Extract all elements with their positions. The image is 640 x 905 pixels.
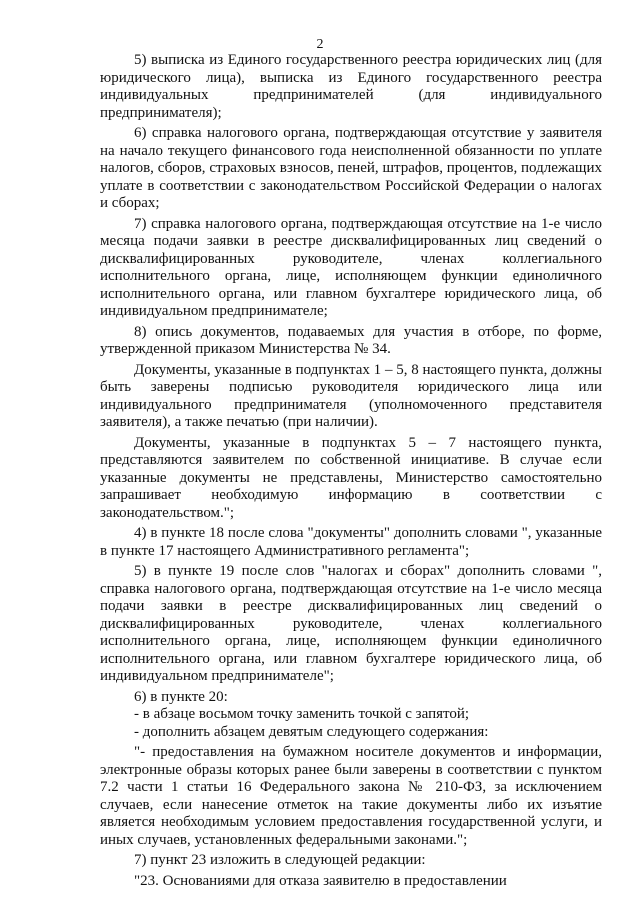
paragraph-quoted-addition: "- предоставления на бумажном носителе документов и информации, электронные образы которых ранее были заверены в соответствии с пунктом 7.2 части 1 статьи 16 Федерального закона № 210-ФЗ, за исключением случаев, если нанесение отметок на такие документы либо их изъятие является необходимым условием предоставления государственной услуги, и иных случаев, установленных федеральными законами."; — [100, 744, 602, 848]
paragraph-amendment-4: 4) в пункте 18 после слова "документы" дополнить словами ", указанные в пункте 17 настоящего Административного регламента"; — [100, 525, 602, 559]
paragraph-item-5: 5) выписка из Единого государственного реестра юридических лиц (для юридического лица), выписка из Единого государственного реестра индивидуальных предпринимателей (для индивидуального предпринимателя); — [100, 52, 602, 121]
paragraph-amendment-6: 6) в пункте 20: — [134, 688, 228, 705]
paragraph-amendment-7: 7) пункт 23 изложить в следующей редакции: — [134, 852, 426, 868]
paragraph-documents-certification: Документы, указанные в подпунктах 1 – 5, 8 настоящего пункта, должны быть заверены подписью руководителя юридического лица или индивидуального предпринимателя (уполномоченного представителя заявителя), а также печатью (при наличии). — [100, 361, 602, 430]
paragraph-amendment-5: 5) в пункте 19 после слов "налогах и сборах" дополнить словами ", справка налогового органа, подтверждающая отсутствие на 1-е число месяца подачи заявки в реестре дисквалифицированных лиц сведений о дисквалифицированных руководителе, членах коллегиального исполнительного органа, лице, исполняющем функции единоличного исполнительного органа, или главном бухгалтере юридического лица, об индивидуальном предпринимателе"; — [100, 563, 602, 684]
document-body — [100, 52, 602, 890]
paragraph-documents-initiative: Документы, указанные в подпунктах 5 – 7 настоящего пункта, представляются заявителем по собственной инициативе. В случае если указанные документы не представлены, Министерство самостоятельно запрашивает необходимую информацию в соответствии с законодательством."; — [100, 434, 602, 521]
page-number: 2 — [316, 37, 324, 52]
paragraph-item-23-start: "23. Основаниями для отказа заявителю в предоставлении — [134, 872, 507, 889]
paragraph-amendment-6-item-2: - дополнить абзацем девятым следующего содержания: — [134, 723, 489, 740]
paragraph-amendment-6-item-1: - в абзаце восьмом точку заменить точкой с запятой; — [134, 706, 470, 722]
paragraph-item-7: 7) справка налогового органа, подтверждающая отсутствие на 1-е число месяца подачи заявки в реестре дисквалифицированных лиц сведений о дисквалифицированных руководителе, членах коллегиального исполнительного органа, лице, исполняющем функции единоличного исполнительного органа, или главном бухгалтере юридического лица, об индивидуальном предпринимателе; — [100, 215, 602, 319]
paragraph-item-6: 6) справка налогового органа, подтверждающая отсутствие у заявителя на начало текущего финансового года неисполненной обязанности по уплате налогов, сборов, страховых взносов, пеней, штрафов, процентов, подлежащих уплате в соответствии с законодательством Российской Федерации о налогах и сборах; — [100, 125, 602, 211]
paragraph-item-8: 8) опись документов, подаваемых для участия в отборе, по форме, утвержденной приказом Министерства № 34. — [100, 323, 602, 357]
